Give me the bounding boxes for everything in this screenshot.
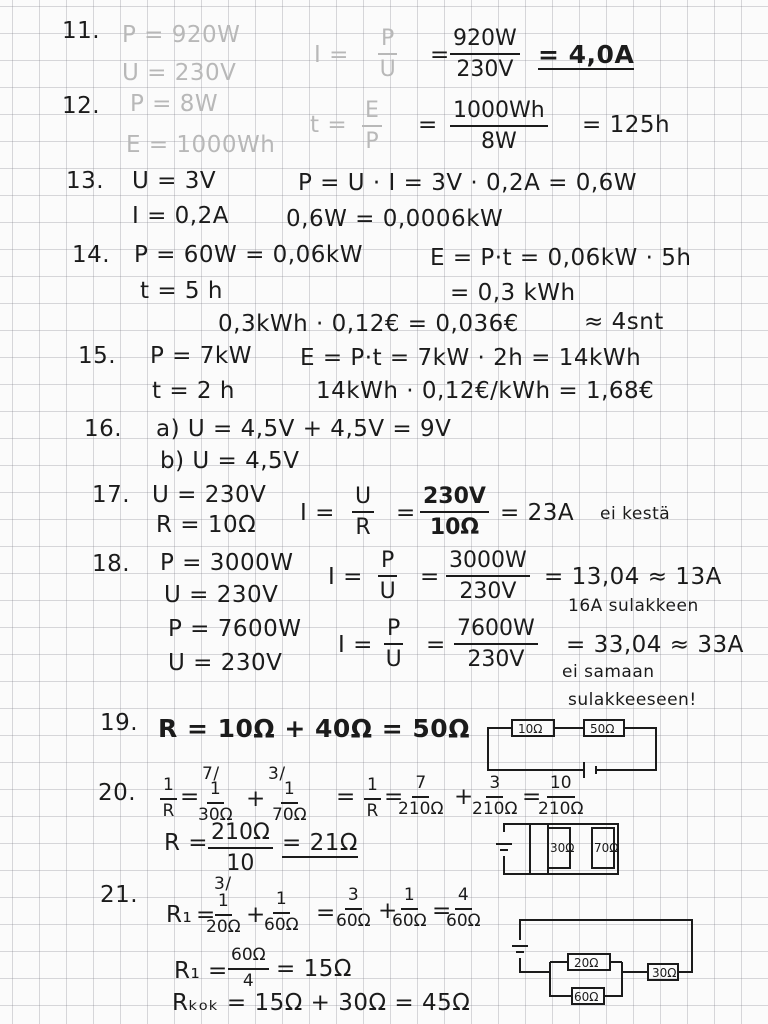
equals-sign: =	[396, 500, 416, 526]
fraction: $\frac{3}{210\Omega}$	[472, 773, 518, 819]
equals-sign: =	[420, 564, 440, 590]
fraction: $\frac{1}{R}$	[364, 776, 381, 821]
equals-sign: =	[316, 900, 336, 926]
lhs-symbol: R₁	[166, 902, 193, 928]
equals-sign: =	[336, 784, 356, 810]
fraction: $\frac{1}{60\Omega}$	[264, 889, 299, 935]
note: ei kestä	[600, 504, 671, 524]
parallel-circuit-diagram	[494, 820, 622, 880]
given-energy: E = 1000Wh	[126, 132, 276, 158]
given-current: I = 0,2A	[132, 203, 229, 229]
fraction: $\frac{10}{210\Omega}$	[538, 773, 584, 819]
energy-calculation: E = P·t = 7kW · 2h = 14kWh	[300, 345, 642, 371]
formula-fraction: $\frac{P}{U}$	[379, 548, 396, 605]
given-power-1: P = 3000W	[160, 550, 294, 576]
value-fraction: $\frac{230V}{10\Omega}$	[420, 484, 489, 541]
result: = 23A	[500, 500, 575, 526]
unit-conversion: 0,6W = 0,0006kW	[286, 206, 504, 232]
result-2: = 33,04 ≈ 33A	[566, 632, 744, 658]
formula-fraction-2: $\frac{P}{U}$	[385, 616, 402, 673]
series-resistance: R = 10Ω + 40Ω = 50Ω	[158, 714, 470, 743]
plus-sign: +	[246, 902, 266, 928]
fraction: $\frac{60\Omega}{4}$	[228, 946, 269, 991]
given-voltage: U = 230V	[122, 60, 237, 86]
formula-label: I =	[300, 500, 335, 526]
equals-sign: =	[522, 784, 542, 810]
cost-approx: ≈ 4snt	[584, 309, 664, 335]
fraction: $\frac{1}{60\Omega}$	[392, 885, 427, 931]
cost-calculation: 14kWh · 0,12€/kWh = 1,68€	[316, 378, 655, 404]
result-label: R =	[164, 830, 209, 856]
equals-sign: =	[432, 898, 452, 924]
problem-number: 19.	[100, 710, 139, 736]
plus-sign: +	[246, 786, 266, 812]
equals-sign: =	[430, 42, 450, 68]
value-fraction: $\frac{1000Wh}{8W}$	[450, 98, 548, 155]
note-3: sulakkeeseen!	[568, 690, 697, 710]
given-voltage: U = 3V	[132, 168, 217, 194]
value-fraction: $\frac{920W}{230V}$	[450, 26, 520, 83]
given-power: P = 7kW	[150, 343, 252, 369]
problem-number: 14.	[72, 242, 111, 268]
formula-fraction: $\frac{E}{P}$	[362, 98, 382, 155]
total-resistance: Rₖₒₖ = 15Ω + 30Ω = 45Ω	[172, 990, 471, 1016]
note-1: 16A sulakkeen	[568, 596, 699, 616]
value-fraction-1: $\frac{3000W}{230V}$	[446, 548, 530, 605]
problem-number: 15.	[78, 343, 117, 369]
multiplier: 3/	[268, 764, 286, 784]
given-resistance: R = 10Ω	[156, 512, 257, 538]
formula-label-2: I =	[338, 632, 373, 658]
problem-number: 18.	[92, 551, 131, 577]
part-b: b) U = 4,5V	[160, 448, 300, 474]
given-time: t = 5 h	[140, 278, 223, 304]
given-time: t = 2 h	[152, 378, 235, 404]
given-voltage-2: U = 230V	[168, 650, 283, 676]
result: = 125h	[582, 112, 671, 138]
value-fraction-2: $\frac{7600W}{230V}$	[454, 616, 538, 673]
formula-label: I =	[314, 42, 349, 68]
mixed-circuit-diagram	[510, 910, 696, 1006]
plus-sign: +	[378, 898, 398, 924]
given-voltage: U = 230V	[152, 482, 267, 508]
fraction: $\frac{1}{70\Omega}$	[272, 779, 307, 825]
result: = 4,0A	[538, 40, 635, 69]
given-power-2: P = 7600W	[168, 616, 302, 642]
resistor-label: 10Ω	[518, 722, 543, 736]
fraction: $\frac{1}{30\Omega}$	[198, 779, 233, 825]
problem-number: 12.	[62, 93, 101, 119]
given-power: P = 920W	[122, 22, 241, 48]
problem-number: 11.	[62, 18, 101, 44]
equals-sign-2: =	[426, 632, 446, 658]
note-2: ei samaan	[562, 662, 655, 682]
equals-sign: =	[418, 112, 438, 138]
resistor-label: 50Ω	[590, 722, 615, 736]
equals-sign: =	[384, 784, 404, 810]
given-power: P = 60W = 0,06kW	[134, 242, 363, 268]
fraction: $\frac{4}{60\Omega}$	[446, 885, 481, 931]
problem-number: 20.	[98, 780, 137, 806]
result-1: = 13,04 ≈ 13A	[544, 564, 722, 590]
problem-number: 16.	[84, 416, 123, 442]
fraction: $\frac{1}{R}$	[160, 776, 177, 821]
resistor-label: 30Ω	[652, 966, 677, 980]
given-voltage-1: U = 230V	[164, 582, 279, 608]
plus-sign: +	[454, 784, 474, 810]
given-power: P = 8W	[130, 91, 219, 117]
part-a: a) U = 4,5V + 4,5V = 9V	[156, 416, 452, 442]
equals-sign: =	[196, 902, 216, 928]
problem-number: 17.	[92, 482, 131, 508]
series-circuit-diagram	[484, 712, 660, 778]
resistor-label: 60Ω	[574, 990, 599, 1004]
r1-label: R₁ =	[174, 958, 228, 984]
problem-number: 13.	[66, 168, 105, 194]
cost-calculation: 0,3kWh · 0,12€ = 0,036€	[218, 311, 519, 337]
formula-fraction: $\frac{U}{R}$	[352, 484, 374, 541]
equals-sign: =	[180, 784, 200, 810]
formula-fraction: $\frac{P}{U}$	[379, 26, 396, 83]
resistor-label: 30Ω	[550, 841, 575, 855]
r1-result: = 15Ω	[276, 956, 352, 982]
fraction: $\frac{3}{60\Omega}$	[336, 885, 371, 931]
formula-label: I =	[328, 564, 363, 590]
resistor-label: 70Ω	[594, 841, 619, 855]
multiplier: 7/	[202, 764, 220, 784]
result: = 21Ω	[282, 830, 358, 856]
resistor-label: 20Ω	[574, 956, 599, 970]
energy-calculation: E = P·t = 0,06kW · 5h	[430, 245, 692, 271]
multiplier: 3/	[214, 874, 232, 894]
power-calculation: P = U · I = 3V · 0,2A = 0,6W	[298, 170, 638, 196]
fraction: $\frac{210\Omega}{10}$	[208, 820, 273, 877]
problem-number: 21.	[100, 882, 139, 908]
energy-result: = 0,3 kWh	[450, 280, 576, 306]
fraction: $\frac{1}{20\Omega}$	[206, 891, 241, 937]
fraction: $\frac{7}{210\Omega}$	[398, 773, 444, 819]
formula-label: t =	[310, 112, 348, 138]
